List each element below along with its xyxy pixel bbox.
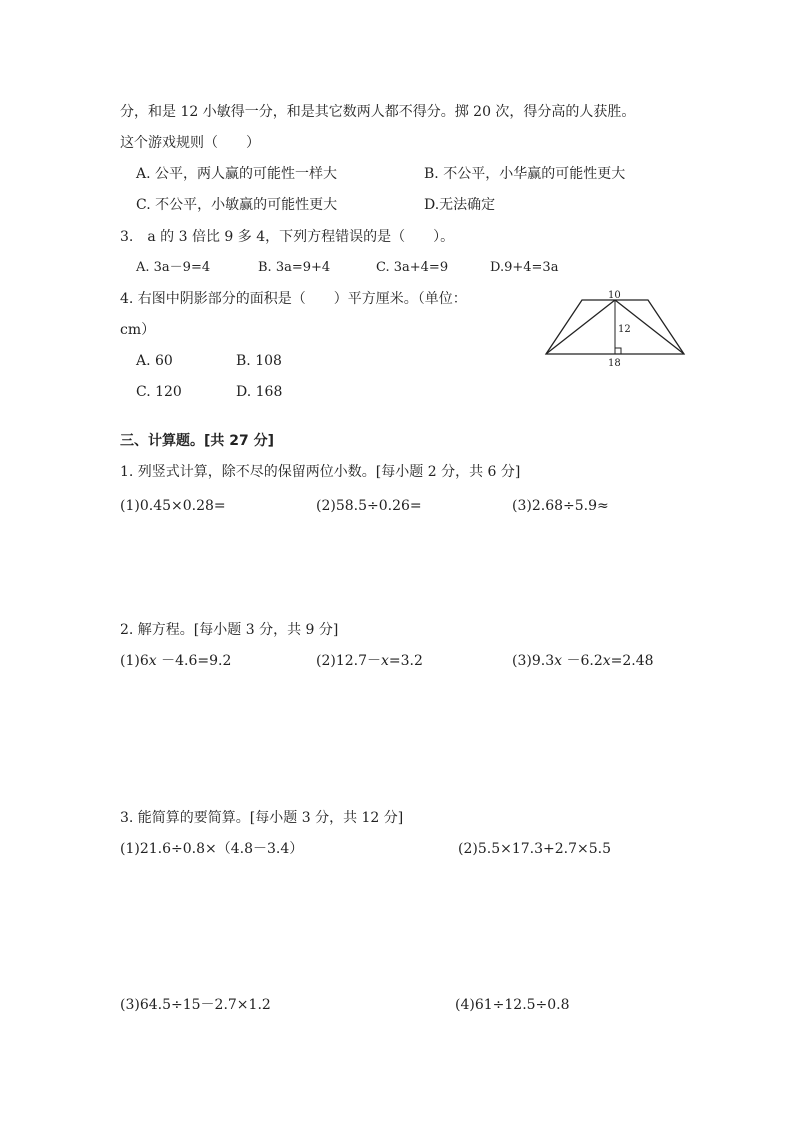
q3-option-a: A. 3a－9=4 (136, 260, 211, 275)
p2-item-3-var: x (554, 653, 563, 669)
p2-item-3-var2: x (602, 653, 611, 669)
q3-option-b: B. 3a=9+4 (258, 260, 331, 275)
p1-item-3: (3)2.68÷5.9≈ (512, 498, 609, 514)
p2-title: 2. 解方程。[每小题 3 分，共 9 分] (120, 622, 339, 638)
q4-stem-cont: cm） (120, 322, 156, 338)
q3-option-c: C. 3a+4=9 (376, 260, 449, 275)
label-bottom-18: 18 (608, 358, 621, 368)
q2-option-d: D.无法确定 (424, 197, 496, 213)
q2-stem-line1: 分，和是 12 小敏得一分，和是其它数两人都不得分。掷 20 次，得分高的人获胜。 (120, 104, 636, 120)
p2-item-3-post: =2.48 (610, 653, 654, 669)
p2-item-3 (512, 651, 654, 671)
p3-item-2: (2)5.5×17.3+2.7×5.5 (458, 841, 611, 857)
p2-item-1-var: x (148, 653, 157, 669)
p2-item-1-post: －4.6=9.2 (156, 653, 232, 669)
p2-item-2-pre: (2)12.7－ (316, 653, 382, 669)
right-angle-mark (615, 348, 621, 354)
p1-title: 1. 列竖式计算，除不尽的保留两位小数。[每小题 2 分，共 6 分] (120, 464, 521, 480)
q4-option-b: B. 108 (236, 353, 282, 369)
label-height-12: 12 (618, 324, 631, 335)
p2-item-1 (120, 651, 231, 671)
p3-title: 3. 能简算的要简算。[每小题 3 分，共 12 分] (120, 810, 404, 826)
trapezoid-figure (544, 288, 686, 368)
p1-item-2: (2)58.5÷0.26= (316, 498, 422, 514)
p2-item-3-mid: －6.2 (562, 653, 603, 669)
label-top-10: 10 (608, 290, 621, 301)
p2-item-2 (316, 651, 423, 671)
p3-item-4: (4)61÷12.5÷0.8 (455, 997, 570, 1013)
p2-item-2-var: x (381, 653, 389, 669)
q3-stem: 3. a 的 3 倍比 9 多 4，下列方程错误的是（ ）。 (120, 229, 455, 245)
p2-item-1-pre: (1)6 (120, 653, 149, 669)
q4-option-c: C. 120 (136, 384, 182, 400)
p2-item-3-pre: (3)9.3 (512, 653, 555, 669)
q2-stem-line2: 这个游戏规则（ ） (120, 135, 260, 151)
p3-item-1: (1)21.6÷0.8×（4.8－3.4） (120, 841, 304, 857)
p1-item-1: (1)0.45×0.28= (120, 498, 226, 514)
q3-option-d: D.9+4=3a (490, 260, 559, 275)
section3-heading: 三、计算题。[共 27 分] (120, 433, 275, 449)
q2-option-c: C. 不公平，小敏赢的可能性更大 (136, 197, 338, 213)
p2-item-2-post: =3.2 (388, 653, 423, 669)
q4-option-d: D. 168 (236, 384, 283, 400)
p3-item-3: (3)64.5÷15－2.7×1.2 (120, 997, 271, 1013)
q4-option-a: A. 60 (136, 353, 173, 369)
shaded-triangle-left-edge (546, 300, 615, 354)
q2-option-a: A. 公平，两人赢的可能性一样大 (136, 166, 338, 182)
q2-option-b: B. 不公平，小华赢的可能性更大 (424, 166, 626, 182)
q4-stem: 4. 右图中阴影部分的面积是（ ）平方厘米。（单位： (120, 291, 467, 307)
